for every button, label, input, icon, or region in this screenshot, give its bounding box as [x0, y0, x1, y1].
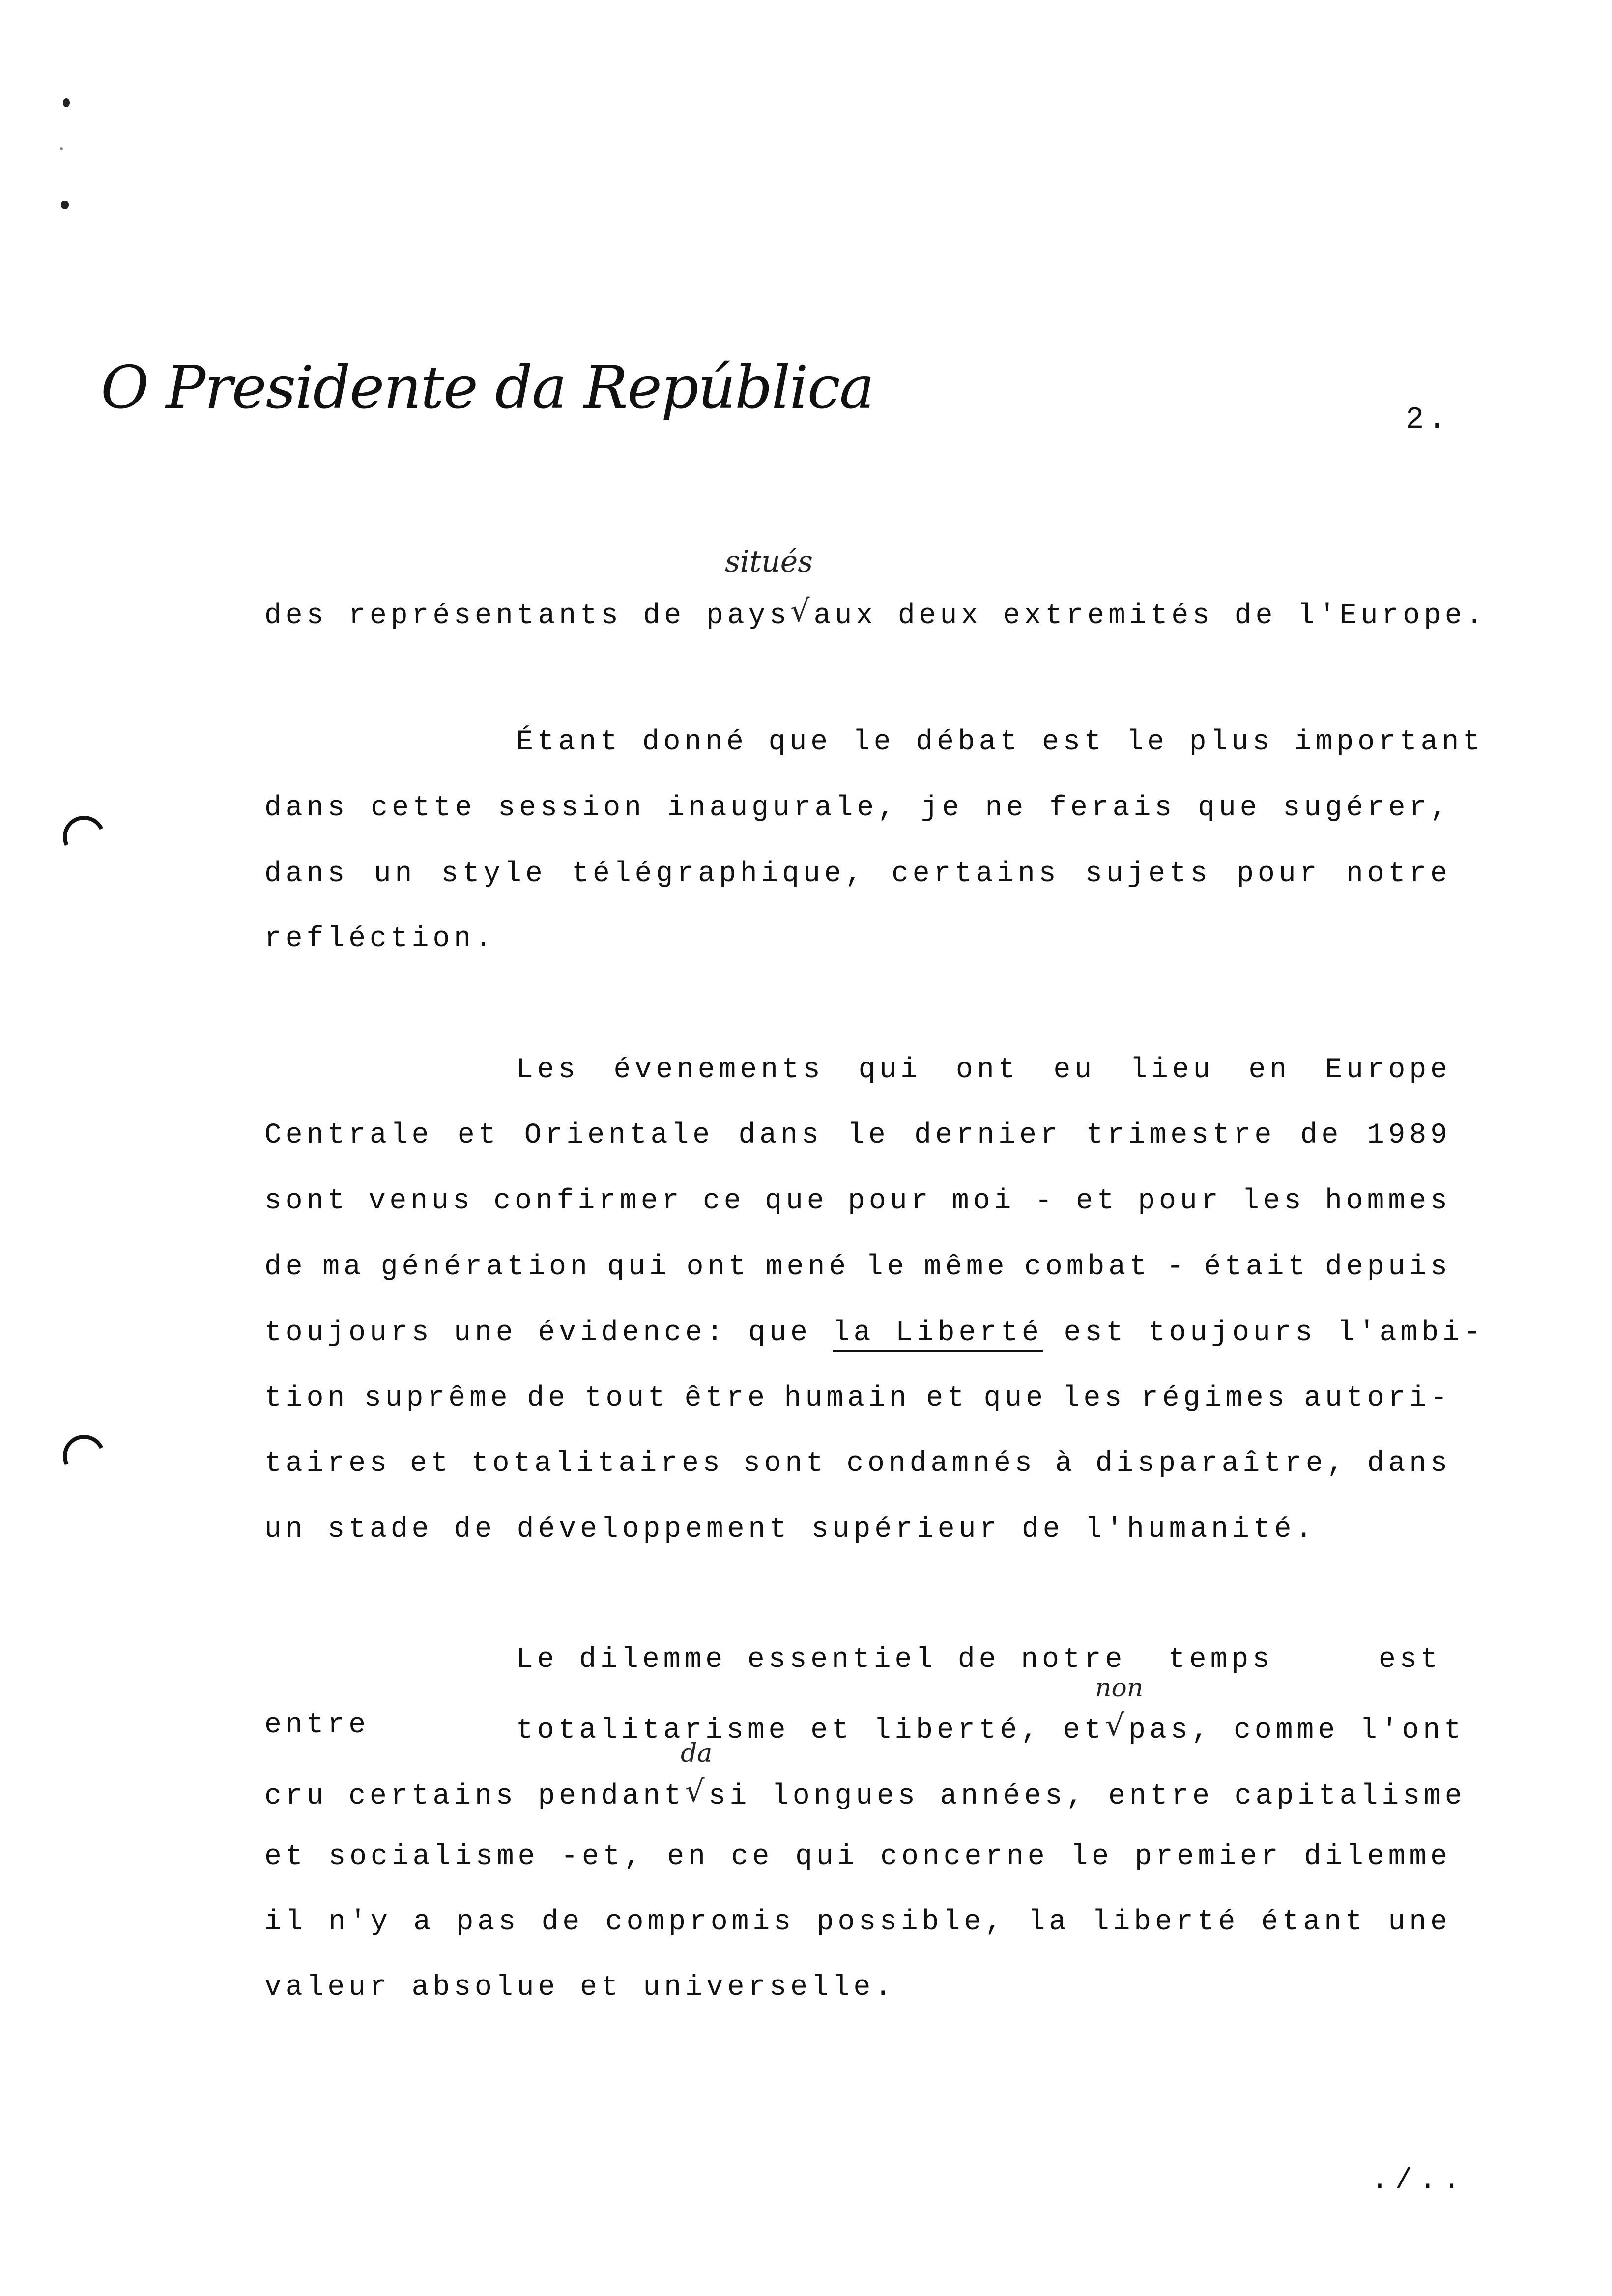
word: a	[413, 1906, 435, 1938]
scan-speck	[60, 147, 63, 150]
word: ne	[985, 792, 1028, 824]
word: sujets	[1085, 858, 1211, 890]
scan-speck	[61, 201, 69, 209]
word: le	[865, 1251, 908, 1283]
word: les	[1242, 1185, 1305, 1217]
word: et	[410, 1448, 452, 1480]
paragraph-3-line-1	[516, 1054, 1451, 1086]
text-fragment: aux deux extremités de l'Europe.	[813, 600, 1487, 632]
word: et	[457, 1119, 500, 1151]
word: notre	[1346, 858, 1451, 890]
word: -et,	[561, 1841, 645, 1873]
word: dernier	[914, 1119, 1062, 1151]
word: lieu	[1130, 1054, 1214, 1086]
word: Les	[516, 1054, 579, 1086]
paragraph-3-line-4	[264, 1251, 1451, 1283]
word: dans	[738, 1119, 823, 1151]
word: génération	[380, 1251, 591, 1283]
word: disparaître,	[1095, 1448, 1348, 1480]
paragraph-4-line-5	[264, 1906, 1451, 1938]
word: les	[1062, 1382, 1126, 1414]
word: eu	[1053, 1054, 1096, 1086]
word: hommes	[1325, 1185, 1451, 1217]
paragraph-2-line-2	[264, 792, 1451, 824]
word: de	[527, 1382, 569, 1414]
word: la	[1028, 1906, 1070, 1938]
word: de	[264, 1251, 307, 1283]
paragraph-4-line-3	[264, 1775, 1466, 1812]
word: était	[1204, 1251, 1309, 1283]
word: en	[667, 1841, 709, 1873]
word: télégraphique,	[572, 858, 866, 890]
word: que	[765, 1185, 828, 1217]
word: tout	[584, 1382, 669, 1414]
paragraph-2-line-1: Étant donné que le débat est le plus important	[516, 726, 1484, 758]
word: pour	[1237, 858, 1321, 890]
handwritten-insertion-da: da	[681, 1739, 713, 1768]
word: Orientale	[524, 1119, 714, 1151]
paragraph-3-line-7	[264, 1448, 1451, 1480]
word: venus	[368, 1185, 474, 1217]
text-line	[264, 595, 1487, 632]
word: pour	[1138, 1185, 1222, 1217]
word: dans	[264, 858, 349, 890]
word: régimes	[1141, 1382, 1289, 1414]
paragraph-3-line-3	[264, 1185, 1451, 1217]
word: inaugurale,	[667, 792, 899, 824]
word: ont	[956, 1054, 1019, 1086]
insertion-caret: √	[1105, 1707, 1129, 1743]
text-fragment: si longues années, entre capitalisme	[708, 1780, 1466, 1812]
word: mené	[765, 1251, 850, 1283]
word: compromis	[605, 1906, 795, 1938]
text-fragment: cru certains pendant	[264, 1780, 686, 1812]
word: Europe	[1325, 1054, 1451, 1086]
word: dans	[1367, 1448, 1451, 1480]
word: confirmer	[493, 1185, 683, 1217]
word: même	[924, 1251, 1008, 1283]
word: condamnés	[846, 1448, 1036, 1480]
word: et	[1076, 1185, 1118, 1217]
paragraph-4-line-4	[264, 1841, 1451, 1873]
word: possible,	[816, 1906, 1006, 1938]
word: trimestre	[1086, 1119, 1276, 1151]
text-fragment: entre	[264, 1709, 370, 1741]
paragraph-3-line-2	[264, 1119, 1451, 1151]
word: style	[441, 858, 547, 890]
word: moi	[951, 1185, 1015, 1217]
word: étant	[1261, 1906, 1366, 1938]
word: de	[541, 1906, 584, 1938]
paragraph-3-line-6	[264, 1382, 1451, 1414]
handwritten-insertion-non: non	[1095, 1673, 1144, 1703]
punch-hole-mark	[57, 810, 111, 864]
word: le	[1070, 1841, 1113, 1873]
word: un	[374, 858, 416, 890]
word: cette	[371, 792, 476, 824]
word: ont	[686, 1251, 750, 1283]
paragraph-4-line-2-continued	[516, 1709, 1465, 1747]
word: dans	[264, 792, 349, 824]
handwritten-insertion-situes: situés	[725, 545, 813, 579]
text-fragment: toujours une évidence: que	[264, 1317, 833, 1349]
word: ferais	[1049, 792, 1176, 824]
text-fragment: des représentants de pays	[264, 600, 791, 632]
word: de	[1300, 1119, 1343, 1151]
word: ce	[731, 1841, 774, 1873]
word: sont	[743, 1448, 828, 1480]
word: socialisme	[328, 1841, 539, 1873]
text-fragment: totalitarisme et liberté, et	[516, 1715, 1105, 1747]
continuation-mark: ./..	[1371, 2165, 1468, 2197]
text-fragment: pas, comme l'ont	[1128, 1715, 1465, 1747]
word: une	[1388, 1906, 1451, 1938]
word: pas	[456, 1906, 520, 1938]
word: taires	[264, 1448, 391, 1480]
word: -	[1166, 1251, 1188, 1283]
word: évenements	[613, 1054, 824, 1086]
word: premier	[1134, 1841, 1282, 1873]
word: autori-	[1304, 1382, 1451, 1414]
paragraph-4-line-1: Le dilemme essentiel de notre temps est	[516, 1644, 1442, 1676]
punch-hole-mark	[57, 1429, 111, 1483]
word: il	[264, 1906, 307, 1938]
word: et	[264, 1841, 307, 1873]
underlined-phrase: la Liberté	[833, 1317, 1043, 1352]
word: que	[1198, 792, 1261, 824]
paragraph-4-line-6: valeur absolue et universelle.	[264, 1972, 896, 2004]
word: depuis	[1325, 1251, 1451, 1283]
word: suprême	[364, 1382, 512, 1414]
paragraph-2-line-3	[264, 858, 1451, 890]
word: concerne	[880, 1841, 1049, 1873]
word: liberté	[1092, 1906, 1239, 1938]
word: que	[983, 1382, 1047, 1414]
word: être	[684, 1382, 769, 1414]
word: qui	[607, 1251, 670, 1283]
paragraph-3-line-8: un stade de développement supérieur de l'humanité.	[264, 1514, 1317, 1546]
scan-speck	[63, 98, 70, 107]
word: et	[926, 1382, 968, 1414]
word: certains	[891, 858, 1060, 890]
word: tion	[264, 1382, 349, 1414]
word: sugérer,	[1283, 792, 1451, 824]
page-number: 2.	[1406, 402, 1450, 437]
paragraph-3-line-5	[264, 1317, 1485, 1349]
word: dilemme	[1304, 1841, 1451, 1873]
word: qui	[795, 1841, 859, 1873]
word: Centrale	[264, 1119, 433, 1151]
paragraph-4-line-2	[264, 1709, 370, 1741]
word: qui	[858, 1054, 921, 1086]
word: n'y	[328, 1906, 392, 1938]
word: ma	[322, 1251, 365, 1283]
text-fragment: est toujours l'ambi-	[1042, 1317, 1485, 1349]
word: totalitaires	[471, 1448, 724, 1480]
insertion-caret: √	[790, 593, 814, 629]
insertion-caret: √	[685, 1773, 709, 1809]
word: -	[1035, 1185, 1056, 1217]
letterhead-title: O Presidente da República	[101, 354, 874, 422]
paragraph-2-line-4: refléction.	[264, 923, 496, 955]
word: à	[1055, 1448, 1076, 1480]
word: sont	[264, 1185, 349, 1217]
word: humain	[784, 1382, 911, 1414]
word: 1989	[1367, 1119, 1451, 1151]
word: pour	[848, 1185, 932, 1217]
word: le	[847, 1119, 890, 1151]
word: session	[498, 792, 645, 824]
word: je	[921, 792, 963, 824]
word: en	[1248, 1054, 1291, 1086]
word: combat	[1024, 1251, 1151, 1283]
word: ce	[703, 1185, 745, 1217]
